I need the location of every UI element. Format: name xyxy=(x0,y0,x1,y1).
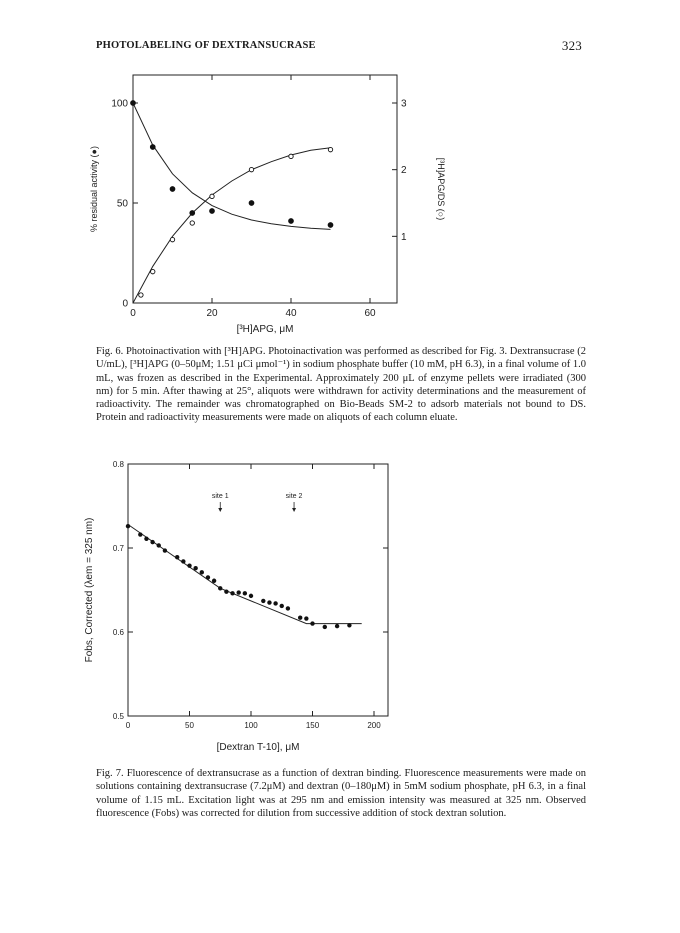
fluorescence-point xyxy=(206,575,210,579)
figure-7-caption: Fig. 7. Fluorescence of dextransucrase as a function of dextran binding. Fluorescence measurements were made on solutions containing dextransucrase (7.2μM) and dextran (0–180μM) in 5mM sodium phosphate, pH 6.3, in a final volume of 1.15 mL. Excitation light was at 295 nm and emission intensity was measured at 325 nm. Observed fluorescence (Fobs) was corrected for dilution from successive addition of stock dextran solution. xyxy=(96,768,586,819)
figure-6-caption: Fig. 6. Photoinactivation with [³H]APG. Photoinactivation was performed as described for Fig. 3. Dextransucrase (2 U/mL), [³H]APG (0–50μM; 1.51 μCi μmol⁻¹) in sodium phosphate buffer (10 mM, pH 6.3), in a final volume of 1.0 mL, was frozen as described in the Experimental. Approximately 200 μL of enzyme pellets were irradiated (300 nm) for 5 min. After thawing at 25°, aliquots were withdrawn for activity determinations and the measurement of radioactivity. The remainder was chromatographed on Bio-Beads SM-2 to adsorb materials not bound to DS. Protein and radioactivity measurements were made on aliquots of each column eluate. xyxy=(96,346,586,424)
fluorescence-point xyxy=(163,548,167,552)
annotation-label: site 1 xyxy=(211,493,229,500)
annotations xyxy=(212,493,303,512)
fluorescence-point xyxy=(304,616,308,620)
figure-7-chart xyxy=(60,450,420,760)
fit-curve-1 xyxy=(133,103,331,229)
fluorescence-point xyxy=(286,606,290,610)
fluorescence-point xyxy=(126,524,130,528)
x-tick-label: 40 xyxy=(285,308,297,319)
fluorescence-point xyxy=(267,600,271,604)
fluorescence-point xyxy=(298,616,302,620)
x-tick-label: 100 xyxy=(244,721,258,730)
activity-point xyxy=(289,219,294,224)
ratio-point xyxy=(139,293,143,297)
y-tick-label: 0.6 xyxy=(112,628,124,637)
fluorescence-point xyxy=(230,591,234,595)
activity-point xyxy=(249,201,254,206)
fluorescence-point xyxy=(181,559,185,563)
y-tick-label: 50 xyxy=(116,198,128,210)
y-axis-label: Fobs, Corrected (λem = 325 nm) xyxy=(84,517,95,663)
y-axis-label-right: [³H]APG/DS (○) xyxy=(436,157,446,221)
x-axis-label: [Dextran T-10], μM xyxy=(216,742,300,753)
y-axis-label-left: % residual activity (●) xyxy=(89,146,99,232)
plot-frame xyxy=(128,464,388,716)
activity-point xyxy=(150,145,155,150)
data-points xyxy=(126,524,352,629)
fluorescence-point xyxy=(218,586,222,590)
fluorescence-point xyxy=(175,555,179,559)
y2-tick-label: 1 xyxy=(401,231,407,243)
fluorescence-point xyxy=(224,589,228,593)
x-tick-label: 0 xyxy=(130,308,136,319)
ratio-point xyxy=(249,167,253,171)
x-tick-label: 200 xyxy=(367,721,381,730)
fluorescence-point xyxy=(200,570,204,574)
fluorescence-point xyxy=(138,532,142,536)
fit-line xyxy=(128,525,362,624)
ratio-point xyxy=(151,269,155,273)
x-tick-label: 60 xyxy=(364,308,376,319)
ratio-point xyxy=(190,221,194,225)
annotation-arrow-head xyxy=(292,508,296,512)
ratio-point xyxy=(210,194,214,198)
activity-point xyxy=(131,101,136,106)
data-points xyxy=(131,101,333,298)
y-tick-label: 0.7 xyxy=(112,544,124,553)
fluorescence-point xyxy=(193,566,197,570)
y2-tick-label: 2 xyxy=(401,165,407,177)
activity-point xyxy=(328,223,333,228)
activity-point xyxy=(190,211,195,216)
fluorescence-point xyxy=(212,579,216,583)
x-tick-label: 0 xyxy=(125,721,131,730)
fluorescence-point xyxy=(310,621,314,625)
fluorescence-point xyxy=(150,540,154,544)
activity-point xyxy=(170,187,175,192)
axis-ticks xyxy=(111,75,407,319)
fluorescence-point xyxy=(187,563,191,567)
ratio-point xyxy=(289,154,293,158)
running-title: PHOTOLABELING OF DEXTRANSUCRASE xyxy=(96,40,316,51)
y-tick-label: 0 xyxy=(122,298,128,310)
x-axis-label: [³H]APG, μM xyxy=(236,324,294,335)
fit-line-segment xyxy=(128,525,362,624)
fluorescence-point xyxy=(243,591,247,595)
y2-tick-label: 3 xyxy=(401,98,407,110)
y-tick-label: 100 xyxy=(111,98,128,110)
ratio-point xyxy=(170,237,174,241)
x-tick-label: 50 xyxy=(185,721,194,730)
fluorescence-point xyxy=(261,599,265,603)
fluorescence-point xyxy=(335,624,339,628)
fluorescence-point xyxy=(280,604,284,608)
annotation-label: site 2 xyxy=(285,493,303,500)
fit-curve-2 xyxy=(133,148,331,303)
fluorescence-point xyxy=(323,625,327,629)
x-tick-label: 20 xyxy=(206,308,218,319)
figure-6-chart xyxy=(60,60,480,340)
annotation-arrow-head xyxy=(218,508,222,512)
y-tick-label: 0.5 xyxy=(112,712,124,721)
x-tick-label: 150 xyxy=(305,721,320,730)
fluorescence-point xyxy=(157,543,161,547)
fluorescence-point xyxy=(237,590,241,594)
fluorescence-point xyxy=(347,623,351,627)
fit-curves xyxy=(133,103,331,303)
ratio-point xyxy=(328,147,332,151)
page-number: 323 xyxy=(561,38,582,53)
fluorescence-point xyxy=(273,601,277,605)
y-tick-label: 0.8 xyxy=(112,460,124,469)
fluorescence-point xyxy=(249,594,253,598)
fluorescence-point xyxy=(144,537,148,541)
activity-point xyxy=(210,209,215,214)
